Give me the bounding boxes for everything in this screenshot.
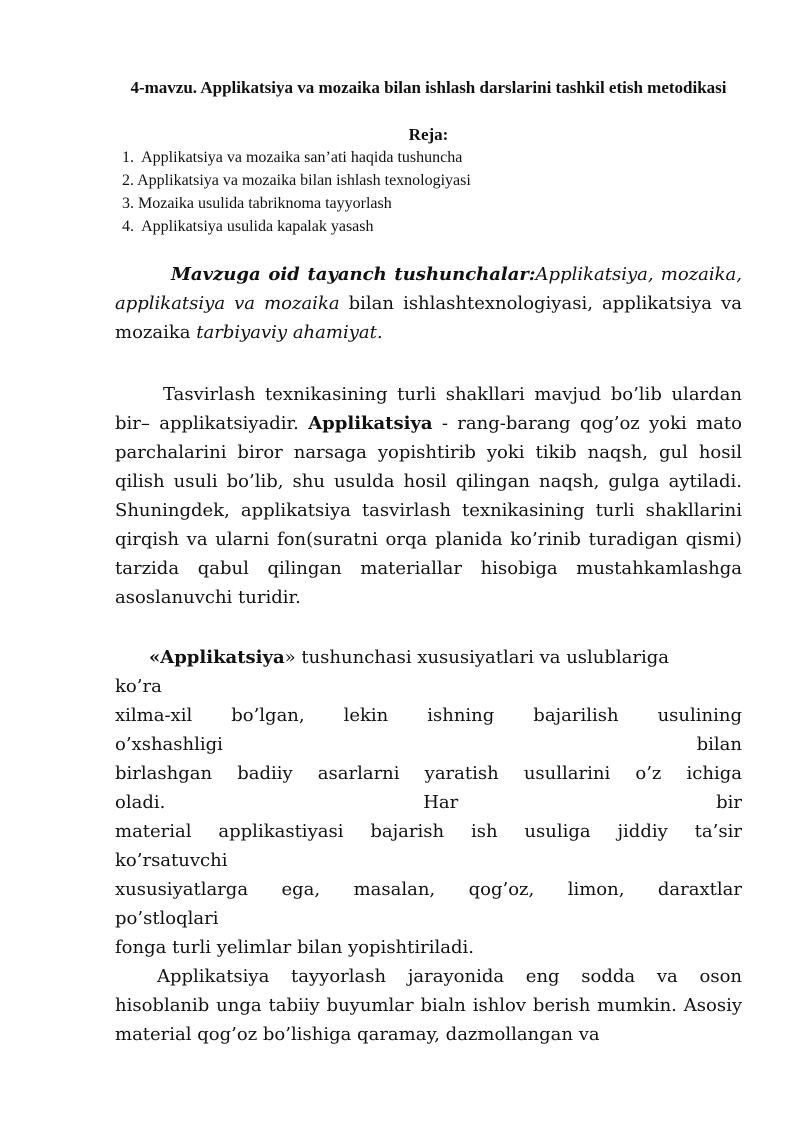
- quote-close: »: [284, 647, 296, 668]
- word: oladi.: [115, 792, 166, 813]
- plan-list: [122, 146, 471, 238]
- key-concepts-terms-end: tarbiyaviy ahamiyat.: [196, 322, 383, 343]
- word: Har: [423, 792, 459, 813]
- word: ichiga: [686, 763, 742, 784]
- word: asarlarni: [317, 763, 400, 784]
- plan-item: 3. Mozaika usulida tabriknoma tayyorlash: [122, 195, 392, 212]
- word: birlashgan: [115, 763, 213, 784]
- word: ish: [470, 821, 498, 842]
- para2-line-5: [115, 759, 742, 788]
- word: yaratish: [424, 763, 499, 784]
- paragraph-lead: Tasvirlash texnikasining turli shakllari mavjud bo’lib ulardan bir– applikatsiyadir.: [115, 384, 742, 434]
- para2-line-1: [115, 643, 742, 672]
- word: qog’oz,: [468, 879, 535, 900]
- plan-item: 2. Applikatsiya va mozaika bilan ishlash texnologiyasi: [122, 172, 471, 189]
- word: bajarish: [370, 821, 445, 842]
- para2-line-4: [115, 730, 742, 759]
- word: ishning: [427, 705, 495, 726]
- key-concepts-text: bilan ishlashtexnologiyasi, applikatsiya va mozaika: [115, 293, 742, 343]
- para2-line-3: [115, 701, 742, 730]
- word: usuliga: [524, 821, 591, 842]
- word: o’xshashligi: [115, 734, 223, 755]
- document-title: 4-mavzu. Applikatsiya va mozaika bilan ishlash darslarini tashkil etish metodikasi: [130, 78, 727, 97]
- word: xususiyatlarga: [115, 879, 249, 900]
- para2-line-2: ko’ra: [115, 676, 162, 697]
- key-concepts-terms: Applikatsiya, mozaika, applikatsiya va mozaika: [115, 264, 742, 314]
- para2-line-8: ko’rsatuvchi: [115, 850, 228, 871]
- word: jiddiy: [617, 821, 668, 842]
- para2-line1-text: tushunchasi xususiyatlari va uslublariga: [295, 647, 670, 668]
- quote-open: «: [149, 647, 161, 668]
- word: usulining: [657, 705, 742, 726]
- para2-line-11: fonga turli yelimlar bilan yopishtiriladi.: [115, 937, 474, 958]
- word: daraxtlar: [657, 879, 742, 900]
- word: bilan: [696, 734, 742, 755]
- para2-line-10: po’stloqlari: [115, 908, 219, 929]
- plan-heading: Reja:: [408, 125, 449, 144]
- word: usullarini: [523, 763, 611, 784]
- paragraph-definition: [115, 380, 742, 612]
- paragraph-rest: - rang-barang qog’oz yoki mato parchalarini biror narsaga yopishtirib yoki tikib naqsh, gul hosil qilish usuli bo’lib, shu usulda hosil qilingan naqsh, gulga aytiladi. Shuningdek, applikatsiya tasvirlash texnikasining turli shakllarini qirqish va ularni fon(suratni orqa planida ko’rinib turadigan qismi) tarzida qabul qilingan materiallar hisobiga mustahkamlashga asoslanuvchi turidir.: [115, 413, 742, 608]
- word: lekin: [343, 705, 389, 726]
- plan-item: 4. Applikatsiya usulida kapalak yasash: [122, 218, 374, 235]
- word: bir: [716, 792, 742, 813]
- word: bo’lgan,: [231, 705, 305, 726]
- key-concepts-label: Mavzuga oid tayanch tushunchalar:: [171, 264, 536, 285]
- term-applikatsiya-2: Applikatsiya: [160, 647, 285, 668]
- word: ta’sir: [694, 821, 742, 842]
- para2-line-6: [115, 788, 742, 817]
- word: o’z: [635, 763, 662, 784]
- para2-line-7: [115, 817, 742, 846]
- plan-item: 1. Applikatsiya va mozaika san’ati haqida tushuncha: [122, 149, 463, 166]
- word: xilma-xil: [115, 705, 193, 726]
- paragraph-process: Applikatsiya tayyorlash jarayonida eng sodda va oson hisoblanib unga tabiiy buyumlar bialn ishlov berish mumkin. Asosiy material qog’oz bo’lishiga qaramay, dazmollangan va: [115, 966, 742, 1045]
- word: limon,: [567, 879, 625, 900]
- word: masalan,: [353, 879, 436, 900]
- term-applikatsiya: Applikatsiya: [308, 413, 433, 434]
- word: badiiy: [237, 763, 293, 784]
- key-concepts-paragraph: [115, 260, 742, 347]
- word: material: [115, 821, 192, 842]
- para2-line-9: [115, 875, 742, 904]
- word: applikastiyasi: [218, 821, 344, 842]
- word: bajarilish: [533, 705, 619, 726]
- word: ega,: [281, 879, 321, 900]
